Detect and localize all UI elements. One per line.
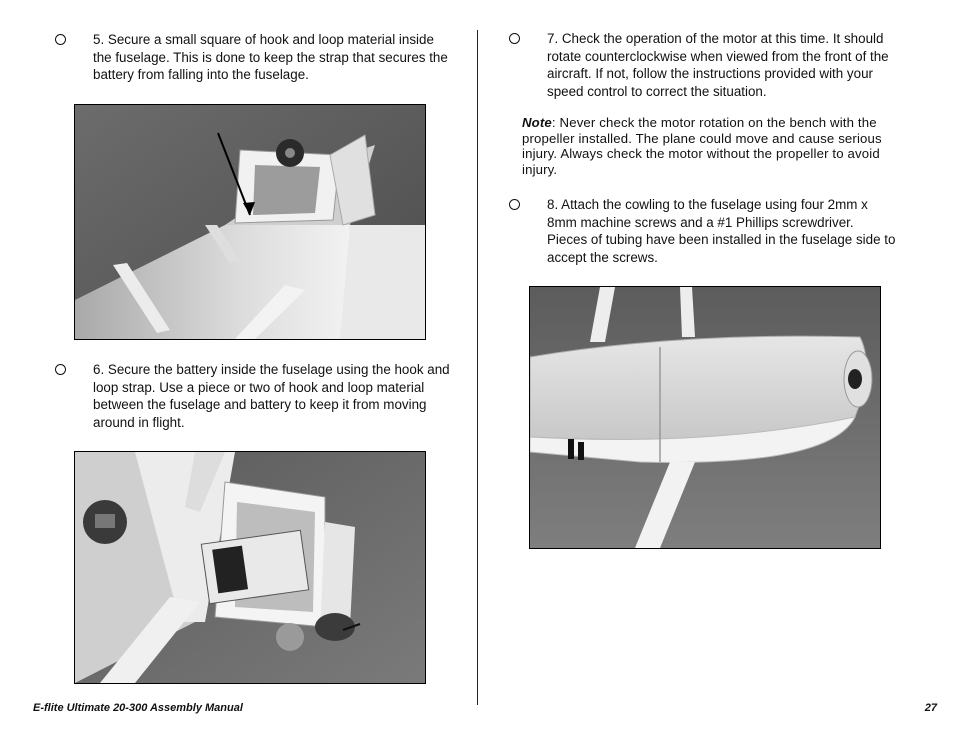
photo-cowling-attached: [529, 286, 881, 549]
column-divider: [477, 30, 478, 705]
step-8-checkbox[interactable]: [509, 199, 520, 210]
footer-page-number: 27: [924, 702, 937, 714]
step-5-checkbox[interactable]: [55, 34, 66, 45]
footer-manual-title: E-flite Ultimate 20-300 Assembly Manual: [33, 702, 243, 714]
note-text: : Never check the motor rotation on the bench with the propeller installed. The plane could move and cause serious injury. Always check the motor without the propeller to avoid injury.: [522, 115, 882, 177]
photo-fuselage-interior: [74, 104, 426, 340]
safety-note: [522, 115, 892, 177]
step-6-text: 6. Secure the battery inside the fuselage using the hook and loop strap. Use a piece or two of hook and loop material between the fuselage and battery to keep it from moving around in flight.: [93, 362, 450, 430]
note-label: Note: [522, 115, 552, 130]
step-7-checkbox[interactable]: [509, 33, 520, 44]
step-7-text: 7. Check the operation of the motor at this time. It should rotate counterclockwise when viewed from the front of the aircraft. If not, follow the instructions provided with your speed control to correct the situation.: [547, 31, 889, 99]
step-5-text: 5. Secure a small square of hook and loop material inside the fuselage. This is done to keep the strap that secures the battery from falling into the fuselage.: [93, 32, 448, 82]
step-8-text: 8. Attach the cowling to the fuselage using four 2mm x 8mm machine screws and a #1 Phillips screwdriver. Pieces of tubing have been installed in the fuselage side to accept the screws.: [547, 197, 896, 265]
step-6-checkbox[interactable]: [55, 364, 66, 375]
photo-battery-installed: [74, 451, 426, 684]
